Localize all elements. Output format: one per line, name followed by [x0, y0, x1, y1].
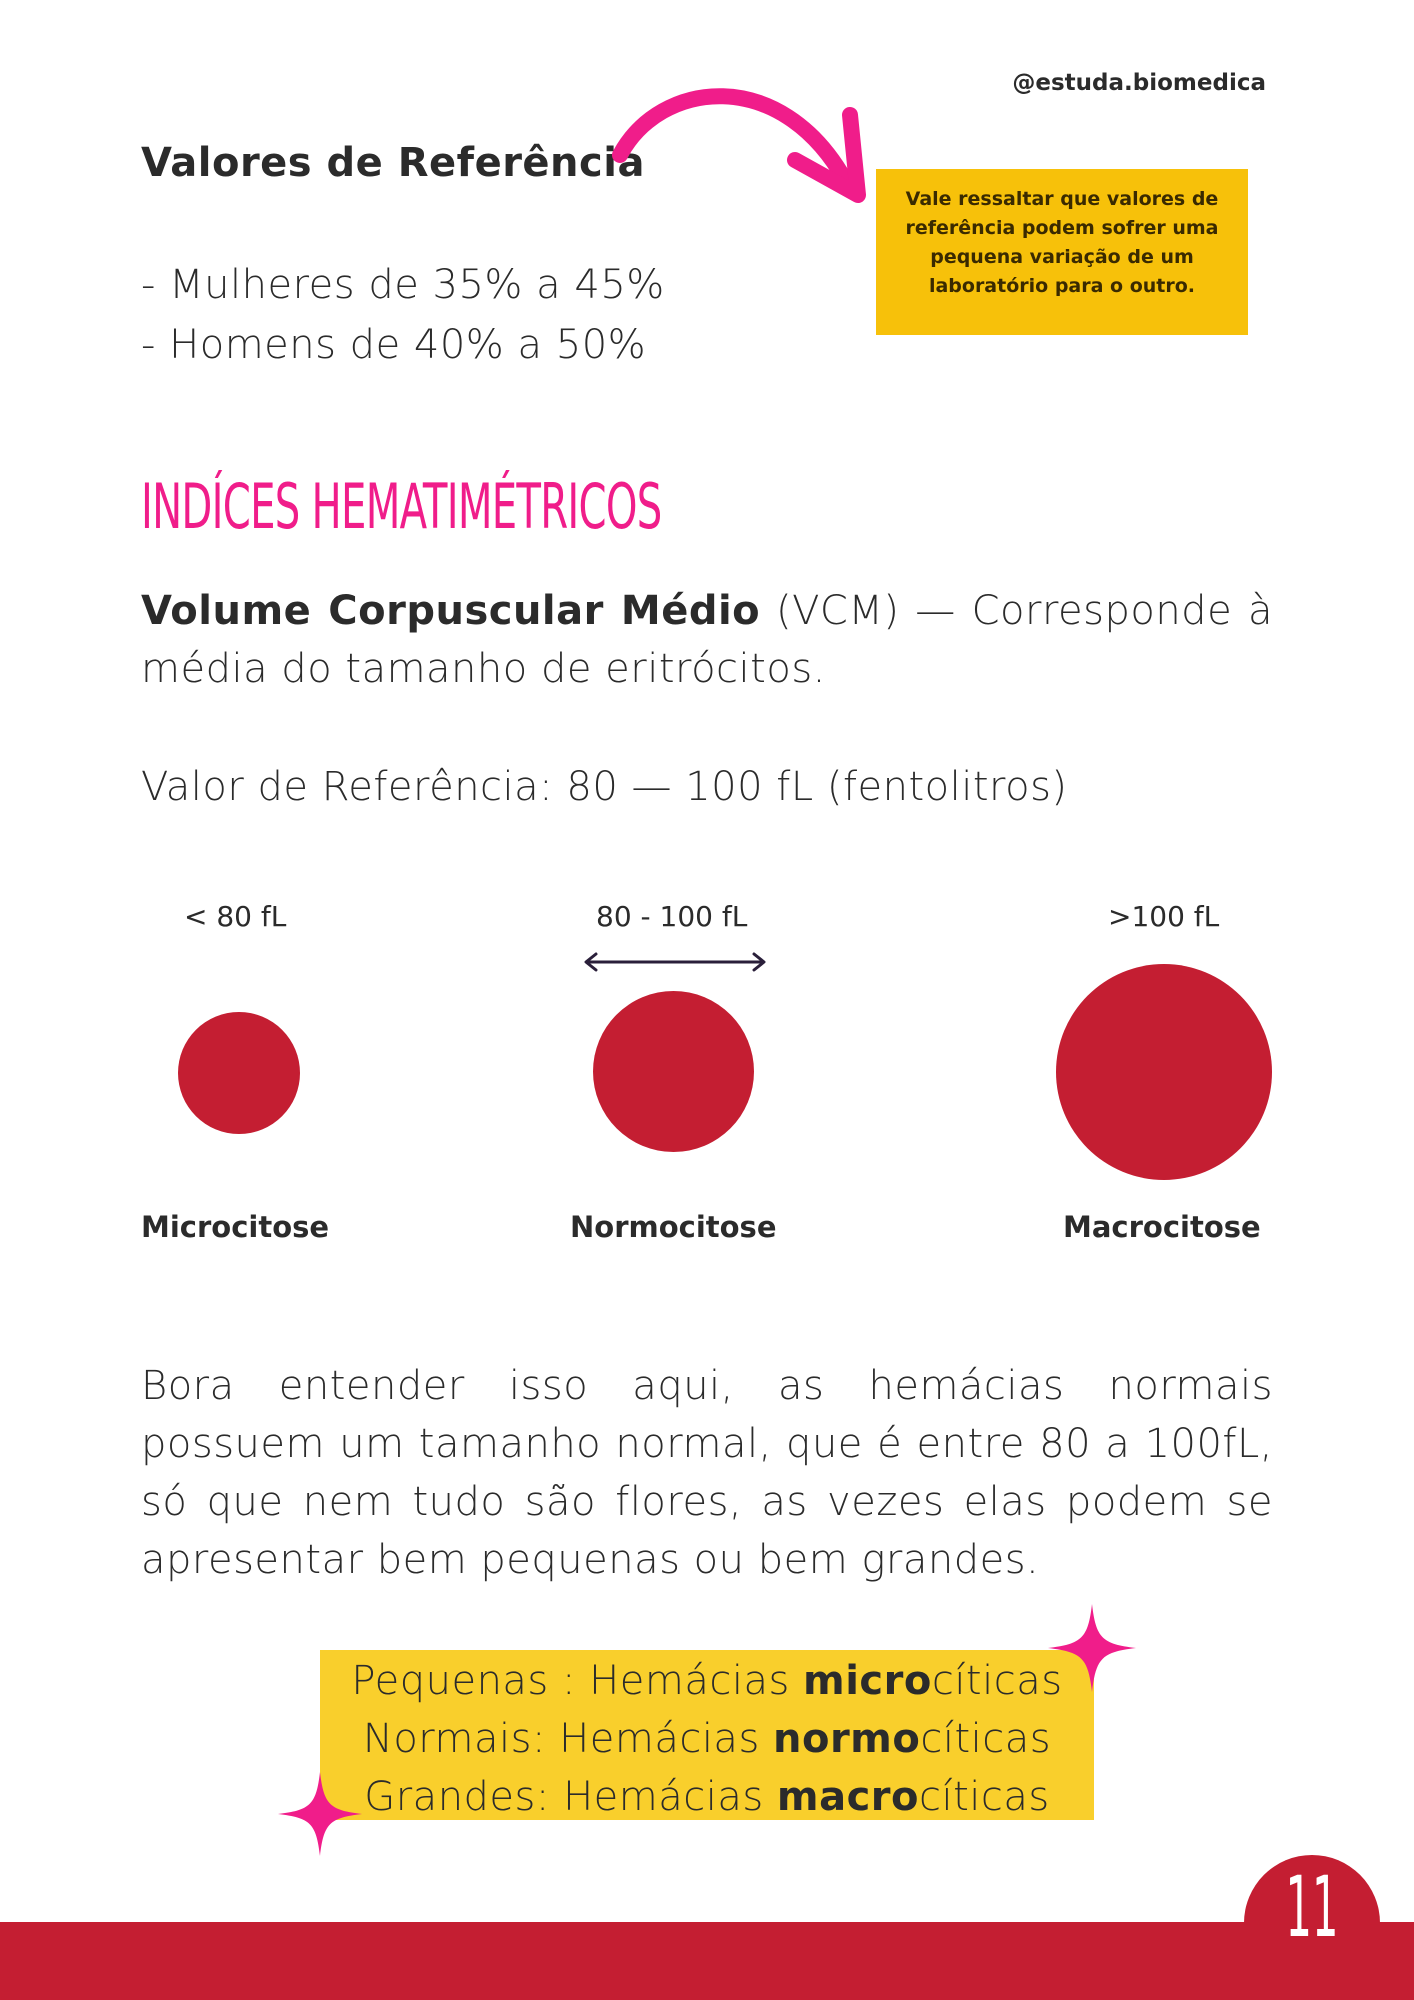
- microcyte-cell: [178, 1012, 300, 1134]
- reference-title: Valores de Referência: [141, 140, 645, 186]
- vcm-term: Volume Corpuscular Médio: [141, 588, 761, 634]
- author-handle: @estuda.biomedica: [1012, 70, 1266, 96]
- explanation-paragraph: Bora entender isso aqui, as hemácias normais possuem um tamanho normal, que é entre 80 a 100fL, só que nem tudo são flores, as vezes elas podem se apresentar bem pequenas ou bem grandes.: [141, 1363, 1273, 1583]
- reference-line-women: - Mulheres de 35% a 45%: [141, 262, 665, 308]
- summary-line-normal: Normais: Hemácias normocíticas: [362, 1716, 1052, 1762]
- curved-arrow-icon: [610, 70, 880, 210]
- vcm-definition-text: (VCM) — Corresponde à média do tamanho de eritrócitos.: [141, 588, 1274, 692]
- summary-line-small: Pequenas : Hemácias microcíticas: [351, 1658, 1063, 1704]
- page-number: 11: [1285, 1858, 1339, 1956]
- reference-line-men: - Homens de 40% a 50%: [141, 322, 647, 368]
- footer-bar: [0, 1922, 1414, 2000]
- normocyte-cell: [593, 991, 754, 1152]
- range-label-macro: >100 fL: [1108, 900, 1220, 933]
- range-label-micro: < 80 fL: [184, 900, 287, 933]
- label-microcitose: Microcitose: [141, 1210, 330, 1244]
- double-arrow-icon: [580, 950, 770, 974]
- sparkle-icon: [278, 1772, 362, 1856]
- range-label-normo: 80 - 100 fL: [596, 900, 748, 933]
- vcm-definition: [141, 582, 1273, 698]
- sparkle-icon: [1048, 1604, 1136, 1692]
- section-title: INDÍCES HEMATIMÉTRICOS: [141, 470, 662, 543]
- vcm-reference-value: Valor de Referência: 80 — 100 fL (fentolitros): [141, 764, 1068, 810]
- macrocyte-cell: [1056, 964, 1272, 1180]
- label-macrocitose: Macrocitose: [1063, 1210, 1261, 1244]
- label-normocitose: Normocitose: [570, 1210, 777, 1244]
- reference-note: Vale ressaltar que valores de referência podem sofrer uma pequena variação de um laboratório para o outro.: [876, 169, 1248, 335]
- summary-line-large: Grandes: Hemácias macrocíticas: [364, 1774, 1050, 1820]
- summary-box: [320, 1650, 1094, 1820]
